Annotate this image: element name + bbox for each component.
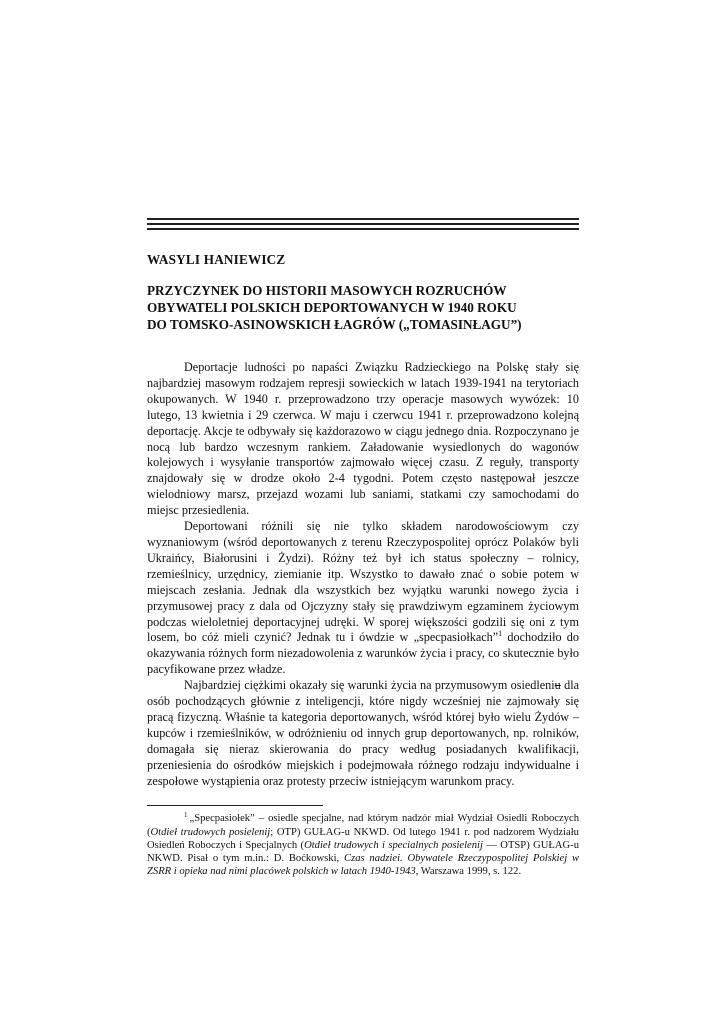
paragraph-2 <box>147 519 579 678</box>
rule-line <box>147 218 579 220</box>
struck-letter: u <box>554 678 561 693</box>
footnote-reference[interactable]: 1 <box>498 629 503 639</box>
footnote-text-1: „Specpasiołek” – osiedle specjalne, nad którym nadzór miał Wydział Osiedli Roboczych ( <box>147 813 579 838</box>
footnote-italic-3: Czas nadziei. Obywatele Rzeczypospolitej Polskiej w ZSRR i opieka nad nimi placówek polskich w latach 1940-1943 <box>147 853 580 878</box>
footnote-italic-2: Otdieł trudowych i specialnych posielenij <box>304 839 483 851</box>
paragraph-2-text-b: dochodziło do okazywania różnych form niezadowolenia z warunków życia i pracy, co skutecznie było pacyfikowane przez władze. <box>147 630 579 677</box>
article-title <box>147 282 579 333</box>
paragraph-3-text-a: Najbardziej ciężkimi okazały się warunki życia na przymusowym osiedleni <box>184 678 555 693</box>
footnote-text <box>147 812 579 878</box>
rule-line <box>147 228 579 230</box>
footnote-separator <box>147 805 323 806</box>
paragraph-3 <box>147 678 579 789</box>
author-name: WASYLI HANIEWICZ <box>147 252 286 267</box>
paragraph-3-text-b: dla osób pochodzących głównie z inteligencji, które nigdy wcześniej nie zajmowały się pracą fizyczną. Właśnie ta kategoria deportowanych, wśród której było wielu Żydów – kupców i rzemieślników, w odróżnieniu od innych grup deportowanych, np. rolników, domagała się nieraz skierowania do pracy według posiadanych kwalifikacji, przeniesienia do ośrodków miejskich i podejmowała różnego rodzaju indywidualne i zespołowe wystąpienia oraz protesty przeciw istniejącym warunkom pracy. <box>147 678 580 788</box>
header-triple-rule <box>147 218 579 232</box>
page-content <box>147 218 579 878</box>
paragraph-2-text-a: Deportowani różnili się nie tylko składem narodowościowym czy wyznaniowym (wśród deportowanych z terenu Rzeczypospolitej oprócz Polaków byli Ukraińcy, Białorusini i Żydzi). Różny też był ich status społeczny – rolnicy, rzemieślnicy, urzędnicy, ziemianie itp. Wszystko to dawało znać o sobie potem w miejscach zesłania. Jednak dla wszystkich bez wyjątku warunki nowego życia i przymusowej pracy z dala od Ojczyzny stały się prawdziwym egzaminem życiowym podczas wieloletniej deportacyjnej udręki. W sporej większości godzili się oni z tym losem, bo cóż mieli czynić? Jednak tu i ówdzie w „specpasiołkach” <box>147 519 579 645</box>
title-line-3: DO TOMSKO-ASINOWSKICH ŁAGRÓW („TOMASINŁAGU”) <box>147 317 522 332</box>
title-line-1: PRZYCZYNEK DO HISTORII MASOWYCH ROZRUCHÓW <box>147 283 507 298</box>
rule-line <box>147 223 579 225</box>
title-line-2: OBYWATELI POLSKICH DEPORTOWANYCH W 1940 ROKU <box>147 300 517 315</box>
paragraph-1: Deportacje ludności po napaści Związku Radzieckiego na Polskę stały się najbardziej masowym rodzajem represji sowieckich w latach 1939-1941 na terytoriach okupowanych. W 1940 r. przeprowadzono trzy operacje masowych wywózek: 10 lutego, 13 kwietnia i 29 czerwca. W maju i czerwcu 1941 r. przeprowadzono kolejną deportację. Akcje te odbywały się każdorazowo w ciągu jednego dnia. Rozpoczynano je nocą lub bardzo wczesnym rankiem. Załadowanie wysiedlonych do wagonów kolejowych i wysyłanie transportów zajmowało więcej czasu. Z reguły, transporty znajdowały się w drodze około 2-4 tygodni. Potem często następował jeszcze wielodniowy marsz, przejazd wozami lub saniami, statkami czy samochodami do miejsc przesiedlenia. <box>147 360 579 518</box>
footnote-number: 1 <box>184 810 188 819</box>
footnote-italic-1: Otdieł trudowych posielenij <box>150 826 271 838</box>
footnote-text-3: — OTSP) GUŁAG-u NKWD. Pisał o tym m.in.: D. Boćkowski, <box>147 839 579 865</box>
footnote-text-2: ; OTP) GUŁAG-u NKWD. Od lutego 1941 r. pod nadzorem Wydziału Osiedleń Roboczych i Specjalnych ( <box>147 826 579 851</box>
article-body <box>147 360 579 789</box>
footnote-1 <box>147 812 579 878</box>
footnote-text-4: , Warszawa 1999, s. 122. <box>415 866 522 878</box>
